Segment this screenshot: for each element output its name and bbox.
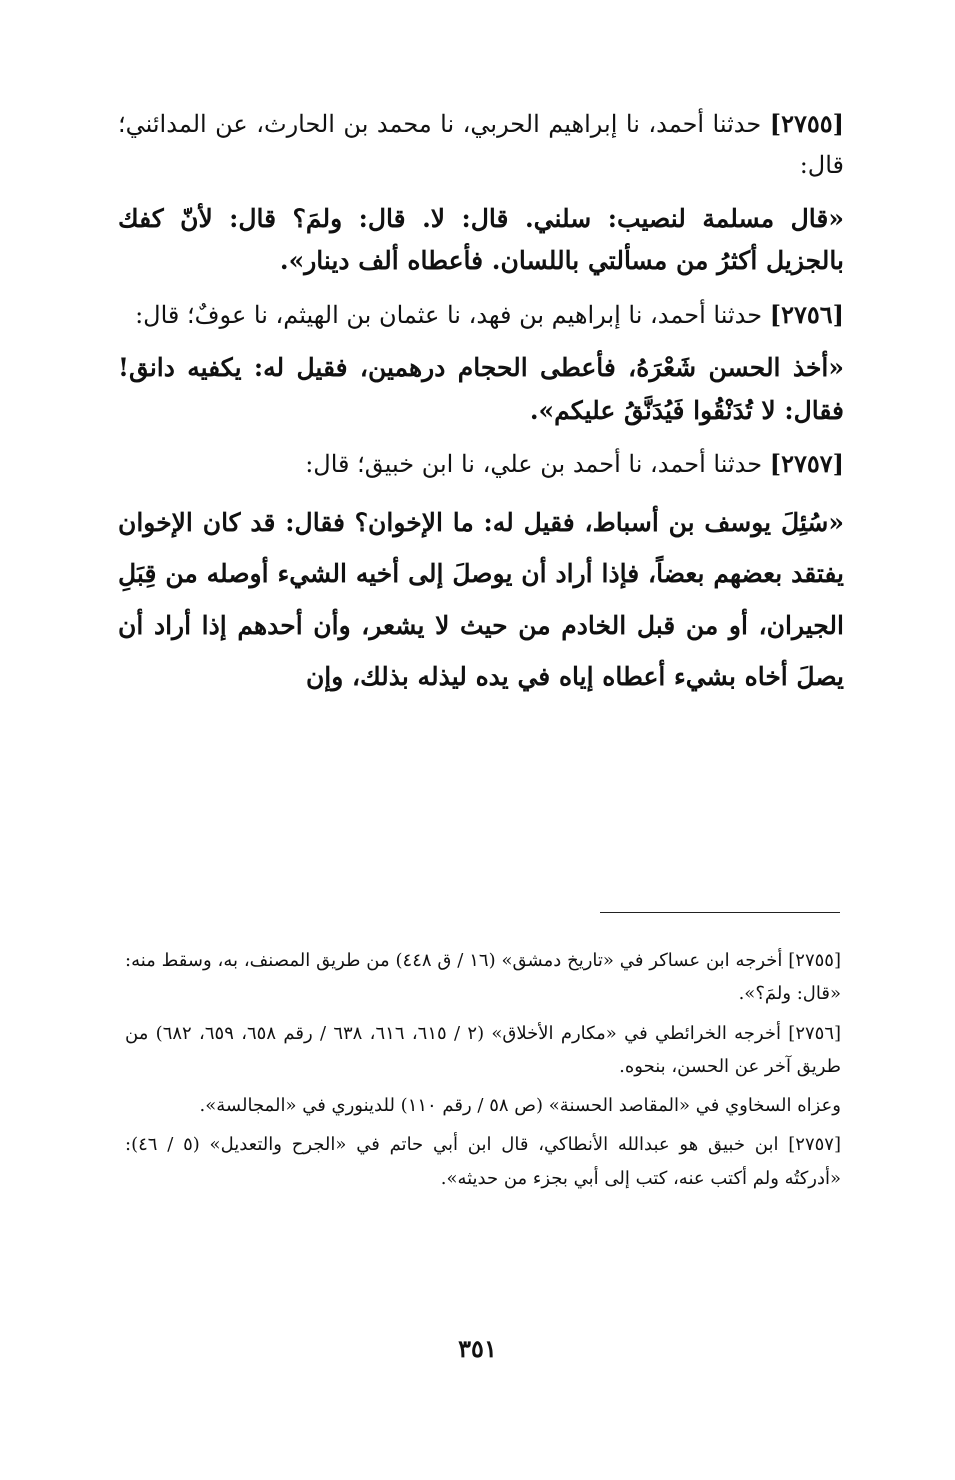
hadith-2755-isnad	[118, 104, 844, 186]
hadith-number: [٢٧٥٧]	[769, 449, 844, 479]
footnote-2756: [٢٧٥٦] أخرجه الخرائطي في «مكارم الأخلاق» (٢ / ٦١٥، ٦١٦، ٦٣٨ / رقم ٦٥٨، ٦٥٩، ٦٨٢) من طريق آخر عن الحسن، بنحوه.	[125, 1022, 842, 1077]
isnad-text: حدثنا أحمد، نا أحمد بن علي، نا ابن خبيق؛ قال:	[305, 450, 763, 479]
page-number: ٣٥١	[458, 1334, 497, 1363]
hadith-number: [٢٧٥٥]	[769, 109, 844, 138]
footnote-2757: [٢٧٥٧] ابن خبيق هو عبدالله الأنطاكي، قال ابن أبي حاتم في «الجرح والتعديل» (٥ / ٤٦): «أدركتُه ولم أكتب عنه، كتب إلى أبي بجزء من حديثه».	[125, 1134, 841, 1189]
footnote-2756-continued: وعزاه السخاوي في «المقاصد الحسنة» (ص ٥٨ / رقم ١١٠) للدينوري في «المجالسة».	[199, 1095, 841, 1117]
hadith-2755-matn: «قال مسلمة لنصيب: سلني. قال: لا. قال: ولمَ؟ قال: لأنّ كفك بالجزيل أكثرُ من مسألتي باللسان. فأعطاه ألف دينار».	[118, 203, 844, 276]
hadith-number: [٢٧٥٦]	[769, 299, 844, 329]
footnote-2755: [٢٧٥٥] أخرجه ابن عساكر في «تاريخ دمشق» (١٦ / ق ٤٤٨) من طريق المصنف، به، وسقط منه: «قال: ولمَ؟».	[125, 950, 841, 1005]
footnote-separator	[600, 912, 840, 913]
footnotes	[125, 944, 841, 1201]
isnad-text: حدثنا أحمد، نا إبراهيم الحربي، نا محمد بن الحارث، عن المدائني؛ قال:	[118, 110, 844, 179]
main-text	[118, 104, 844, 714]
hadith-2757-matn: «سُئِلَ يوسف بن أسباط، فقيل له: ما الإخوان؟ فقال: قد كان الإخوان يفتقد بعضهم بعضاً، فإذا أراد أن يوصلَ إلى أخيه الشيء أوصله من قِبَلِ الجيران، أو من قبل الخادم من حيث لا يشعر، وأن أحدهم إذا أراد أن يصلَ أخاه بشيء أعطاه إياه في يده ليذله بذلك، وإن	[118, 508, 844, 691]
isnad-text: حدثنا أحمد، نا إبراهيم بن فهد، نا عثمان بن الهيثم، نا عوفٌ؛ قال:	[135, 300, 763, 329]
hadith-2756-matn: «أخذ الحسن شَعْرَهُ، فأعطى الحجام درهمين، فقيل له: يكفيه دانق! فقال: لا تُدَنْقُوا فَيُدَنَّقُ عليكم».	[118, 353, 844, 425]
hadith-2756-isnad	[118, 295, 844, 336]
hadith-2757-isnad	[118, 444, 844, 485]
